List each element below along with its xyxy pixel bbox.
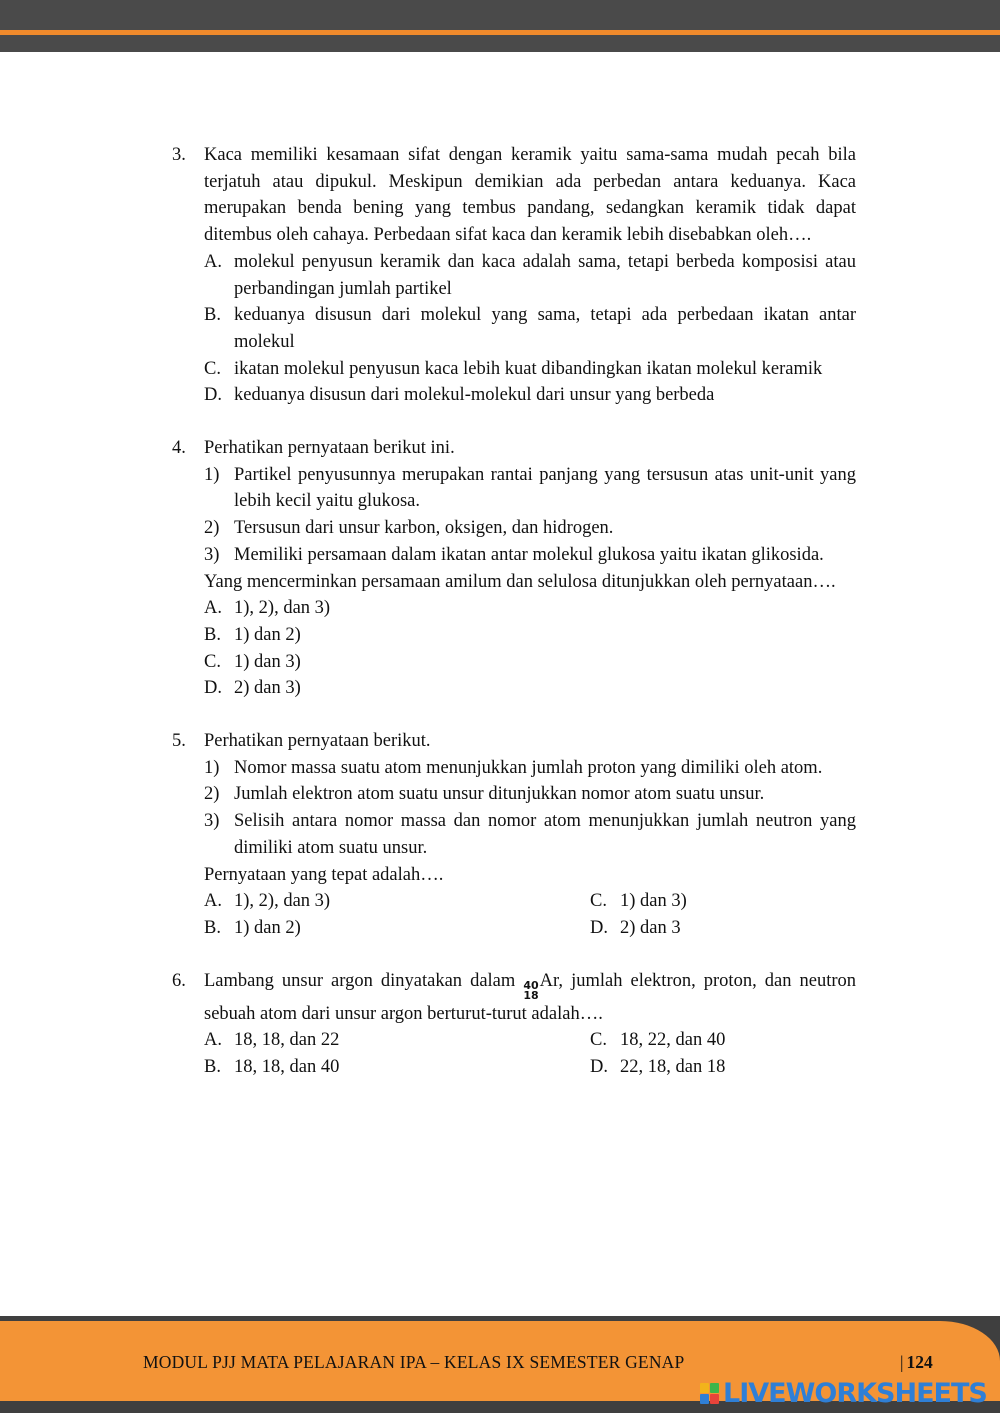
statement-text: Partikel penyusunnya merupakan rantai panjang yang tersusun atas unit-unit yang lebih kecil yaitu glukosa. [234,464,856,512]
statement-1 [204,755,856,782]
statement-3 [204,808,856,861]
option-d[interactable] [590,1054,888,1081]
page-number-value: 124 [906,1352,933,1372]
option-b[interactable] [204,915,590,942]
options-grid [204,888,856,941]
atomic-number: 18 [523,988,539,1002]
option-text: 1) dan 2) [234,624,301,645]
option-text: 18, 18, dan 22 [234,1030,340,1051]
option-text: 1) dan 3) [620,891,687,912]
option-c[interactable] [204,356,856,383]
question-number: 4. [172,438,186,459]
option-text: 18, 22, dan 40 [620,1030,726,1051]
question-5 [172,728,856,942]
header-orange-stripe [0,30,1000,35]
option-a[interactable] [204,595,856,622]
options-grid [204,1027,856,1080]
statement-1 [204,462,856,515]
option-text: molekul penyusun keramik dan kaca adalah sama, tetapi berbeda komposisi atau perbandingan jumlah partikel [234,251,856,299]
question-text: Kaca memiliki kesamaan sifat dengan keramik yaitu sama-sama mudah pecah bila terjatuh atau dipukul. Meskipun demikian ada perbedan antara keduanya. Kaca merupakan benda bening yang tembus pandang, sedangkan keramik tidak dapat ditembus oleh cahaya. Perbedaan sifat kaca dan keramik lebih disebabkan oleh…. [204,145,856,246]
statement-mark: 3) [204,811,220,832]
statement-3 [204,542,856,569]
option-text: 1) dan 2) [234,917,301,938]
footer-title: MODUL PJJ MATA PELAJARAN IPA – KELAS IX SEMESTER GENAP [143,1352,685,1372]
option-letter: A. [204,251,222,272]
option-letter: A. [204,598,222,619]
option-text: 2) dan 3) [234,678,301,699]
watermark-text: LIVEWORKSHEETS [723,1378,987,1409]
option-text: 2) dan 3 [620,917,681,938]
question-prompt: Pernyataan yang tepat adalah…. [204,864,444,885]
option-text: 1), 2), dan 3) [234,891,331,912]
liveworksheets-watermark [700,1378,987,1409]
option-text: ikatan molekul penyusun kaca lebih kuat dibandingkan ikatan molekul keramik [234,358,823,379]
option-letter: A. [204,891,222,912]
logo-tile-v [700,1394,709,1404]
statement-mark: 3) [204,544,220,565]
question-4 [172,435,856,702]
option-d[interactable] [204,675,856,702]
element-symbol: Ar [539,970,559,991]
option-text: 22, 18, dan 18 [620,1057,726,1078]
option-letter: C. [204,651,221,672]
logo-tile-l [700,1383,709,1393]
option-letter: B. [204,624,221,645]
option-letter: C. [590,1030,607,1051]
logo-tile-e [710,1394,719,1404]
isotope-notation [523,978,539,1002]
option-letter: D. [204,678,222,699]
page-separator: | [900,1352,904,1372]
statement-2 [204,781,856,808]
option-letter: D. [204,385,222,406]
question-3 [172,142,856,409]
statement-2 [204,515,856,542]
option-b[interactable] [204,302,856,355]
option-d[interactable] [590,915,888,942]
statement-text: Memiliki persamaan dalam ikatan antar molekul glukosa yaitu ikatan glikosida. [234,544,824,565]
statement-mark: 2) [204,518,220,539]
question-6 [172,968,856,1081]
option-a[interactable] [204,888,590,915]
option-letter: C. [204,358,221,379]
page-number [900,1352,933,1373]
statement-mark: 1) [204,464,220,485]
statement-text: Jumlah elektron atom suatu unsur ditunjukkan nomor atom suatu unsur. [234,784,765,805]
question-number: 5. [172,731,186,752]
option-a[interactable] [204,1027,590,1054]
question-intro: Perhatikan pernyataan berikut. [204,731,431,752]
question-text [204,968,856,1028]
option-b[interactable] [204,622,856,649]
option-text: 1), 2), dan 3) [234,598,331,619]
statement-text: Nomor massa suatu atom menunjukkan jumlah proton yang dimiliki oleh atom. [234,757,823,778]
question-prompt: Yang mencerminkan persamaan amilum dan selulosa ditunjukkan oleh pernyataan…. [204,571,836,592]
option-d[interactable] [204,382,856,409]
liveworksheets-logo-icon [700,1383,719,1404]
logo-tile-i [710,1383,719,1393]
question-intro: Perhatikan pernyataan berikut ini. [204,438,455,459]
question-text-after: , jumlah elektron, proton, dan neutron sebuah atom dari unsur argon berturut-turut adalah…. [204,970,856,1024]
header-bar [0,0,1000,52]
option-c[interactable] [590,1027,888,1054]
question-number: 6. [172,970,186,991]
statement-text: Selisih antara nomor massa dan nomor atom menunjukkan jumlah neutron yang dimiliki atom suatu unsur. [234,811,856,858]
option-b[interactable] [204,1054,590,1081]
option-text: keduanya disusun dari molekul yang sama, tetapi ada perbedaan ikatan antar molekul [234,305,856,352]
statement-text: Tersusun dari unsur karbon, oksigen, dan hidrogen. [234,518,614,539]
option-letter: C. [590,891,607,912]
option-text: keduanya disusun dari molekul-molekul dari unsur yang berbeda [234,385,715,406]
option-letter: D. [590,917,608,938]
option-text: 18, 18, dan 40 [234,1057,340,1078]
option-a[interactable] [204,249,856,302]
statement-mark: 1) [204,757,220,778]
option-c[interactable] [204,649,856,676]
option-text: 1) dan 3) [234,651,301,672]
option-letter: D. [590,1057,608,1078]
option-letter: B. [204,1057,221,1078]
question-number: 3. [172,145,186,165]
statement-mark: 2) [204,784,220,805]
option-letter: B. [204,305,221,326]
option-c[interactable] [590,888,888,915]
question-text-before: Lambang unsur argon dinyatakan dalam [204,970,516,991]
mass-number: 40 [523,978,539,992]
option-letter: A. [204,1030,222,1051]
option-letter: B. [204,917,221,938]
question-list [172,142,856,1107]
